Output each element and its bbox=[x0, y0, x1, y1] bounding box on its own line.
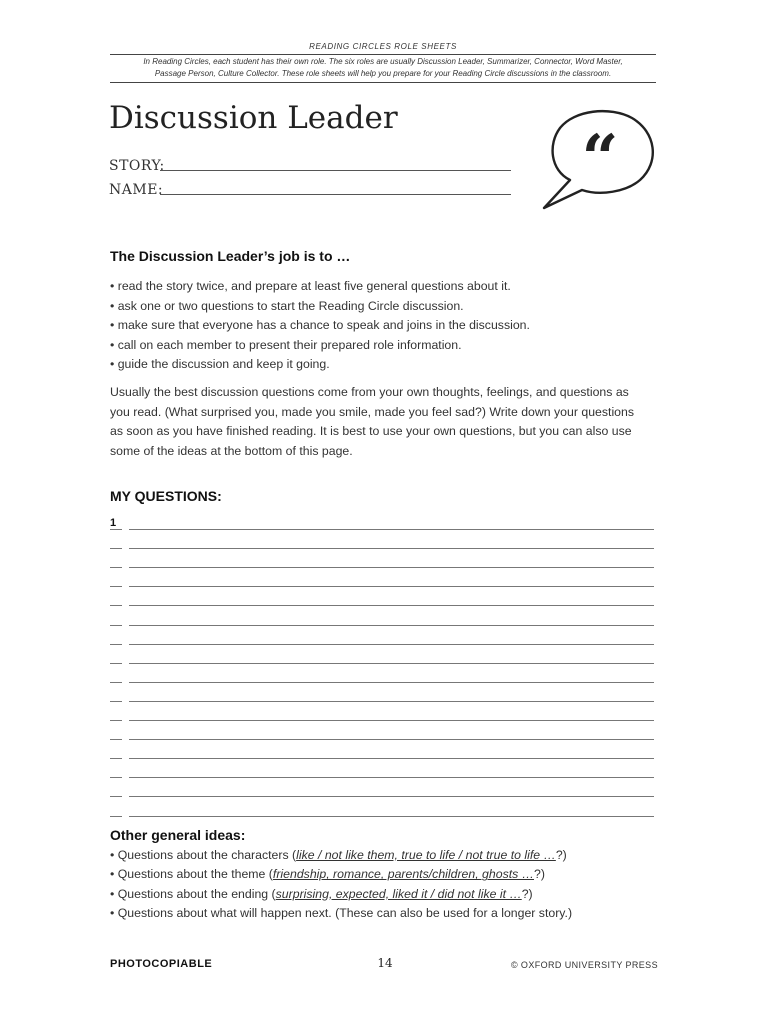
paragraph-line: as soon as you have finished reading. It is best to use your own questions, but you can also use bbox=[110, 424, 632, 439]
idea-example: like / not like them, true to life / not true to life … bbox=[296, 848, 556, 862]
question-row[interactable] bbox=[110, 783, 654, 797]
intro-line: In Reading Circles, each student has their own role. The six roles are usually Discussion Leader, Summarizer, Connector, Word Master, bbox=[143, 57, 623, 66]
story-label: STORY: bbox=[109, 158, 165, 174]
idea-text: • Questions about the characters ( bbox=[110, 848, 297, 862]
question-row[interactable] bbox=[110, 516, 654, 530]
question-number bbox=[110, 739, 122, 740]
question-write-line[interactable] bbox=[129, 720, 654, 721]
list-item: • call on each member to present their prepared role information. bbox=[110, 337, 462, 352]
question-write-line[interactable] bbox=[129, 644, 654, 645]
question-row[interactable] bbox=[110, 803, 654, 817]
question-row[interactable] bbox=[110, 669, 654, 683]
question-number bbox=[110, 663, 122, 664]
question-number bbox=[110, 816, 122, 817]
question-write-line[interactable] bbox=[129, 586, 654, 587]
paragraph-line: you read. (What surprised you, made you smile, made you feel sad?) Write down your questions bbox=[110, 404, 635, 419]
idea-text-end: ?) bbox=[521, 886, 533, 901]
name-write-line[interactable] bbox=[160, 194, 511, 195]
question-write-line[interactable] bbox=[129, 739, 654, 740]
paragraph-line: Usually the best discussion questions come from your own thoughts, feelings, and questions as bbox=[110, 385, 629, 399]
question-number bbox=[110, 758, 122, 759]
list-item: • read the story twice, and prepare at least five general questions about it. bbox=[110, 279, 511, 293]
list-item bbox=[110, 904, 572, 923]
intro-line: Passage Person, Culture Collector. These role sheets will help you prepare for your Reading Circle discussions in the classroom. bbox=[154, 69, 612, 78]
name-label: NAME: bbox=[109, 182, 164, 198]
footer-copyright: © OXFORD UNIVERSITY PRESS bbox=[511, 960, 658, 970]
question-number bbox=[110, 625, 122, 626]
question-write-line[interactable] bbox=[129, 548, 654, 549]
section-title: READING CIRCLES ROLE SHEETS bbox=[309, 42, 457, 51]
question-number bbox=[110, 796, 122, 797]
question-row[interactable] bbox=[110, 650, 654, 664]
question-number bbox=[110, 682, 122, 683]
idea-text: • Questions about the theme ( bbox=[110, 867, 273, 882]
page-title: Discussion Leader bbox=[109, 100, 398, 136]
footer-photocopiable: PHOTOCOPIABLE bbox=[110, 958, 213, 970]
other-ideas-heading: Other general ideas: bbox=[110, 827, 246, 843]
other-ideas-list bbox=[110, 846, 572, 924]
question-write-line[interactable] bbox=[129, 605, 654, 606]
question-write-line[interactable] bbox=[129, 796, 654, 797]
question-write-line[interactable] bbox=[129, 625, 654, 626]
paragraph-line: some of the ideas at the bottom of this page. bbox=[110, 443, 353, 458]
name-field[interactable] bbox=[109, 182, 163, 198]
list-item bbox=[110, 846, 572, 865]
question-number bbox=[110, 720, 122, 721]
question-number: 1 bbox=[110, 517, 122, 530]
question-number bbox=[110, 586, 122, 587]
story-field[interactable] bbox=[109, 158, 165, 174]
intro-box bbox=[110, 54, 656, 83]
question-write-line[interactable] bbox=[129, 682, 654, 683]
question-write-line[interactable] bbox=[129, 567, 654, 568]
question-number bbox=[110, 605, 122, 606]
quote-mark: “ bbox=[581, 121, 619, 196]
story-write-line[interactable] bbox=[160, 170, 511, 171]
question-number bbox=[110, 567, 122, 568]
list-item bbox=[110, 885, 572, 904]
question-row[interactable] bbox=[110, 726, 654, 740]
question-write-line[interactable] bbox=[129, 663, 654, 664]
idea-text-end: ?) bbox=[555, 848, 567, 862]
page-number: 14 bbox=[377, 956, 393, 970]
question-row[interactable] bbox=[110, 764, 654, 778]
question-row[interactable] bbox=[110, 554, 654, 568]
question-row[interactable] bbox=[110, 688, 654, 702]
question-row[interactable] bbox=[110, 707, 654, 721]
my-questions-heading: MY QUESTIONS: bbox=[110, 488, 222, 504]
list-item: • make sure that everyone has a chance to speak and joins in the discussion. bbox=[110, 318, 530, 333]
list-item bbox=[110, 865, 572, 884]
question-write-line[interactable] bbox=[129, 701, 654, 702]
question-write-line[interactable] bbox=[129, 777, 654, 778]
question-number bbox=[110, 644, 122, 645]
question-row[interactable] bbox=[110, 535, 654, 549]
idea-example: surprising, expected, liked it / did not like it … bbox=[275, 886, 522, 901]
speech-bubble-quote-icon bbox=[540, 104, 658, 210]
question-write-line[interactable] bbox=[129, 816, 654, 817]
question-row[interactable] bbox=[110, 612, 654, 626]
question-number bbox=[110, 701, 122, 702]
question-row[interactable] bbox=[110, 592, 654, 606]
question-number bbox=[110, 777, 122, 778]
question-number bbox=[110, 548, 122, 549]
question-row[interactable] bbox=[110, 631, 654, 645]
question-write-line[interactable] bbox=[129, 758, 654, 759]
job-heading: The Discussion Leader’s job is to … bbox=[110, 248, 351, 264]
question-row[interactable] bbox=[110, 745, 654, 759]
idea-text: • Questions about what will happen next. (These can also be used for a longer story.) bbox=[110, 906, 573, 921]
question-write-line[interactable] bbox=[129, 529, 654, 530]
job-bullet-list bbox=[110, 277, 530, 375]
instructions-paragraph bbox=[110, 383, 658, 461]
question-row[interactable] bbox=[110, 573, 654, 587]
idea-text: • Questions about the ending ( bbox=[110, 886, 276, 901]
idea-text-end: ?) bbox=[534, 867, 545, 882]
list-item: • ask one or two questions to start the Reading Circle discussion. bbox=[110, 298, 464, 313]
list-item: • guide the discussion and keep it going. bbox=[110, 357, 330, 372]
idea-example: friendship, romance, parents/children, ghosts … bbox=[272, 867, 535, 882]
